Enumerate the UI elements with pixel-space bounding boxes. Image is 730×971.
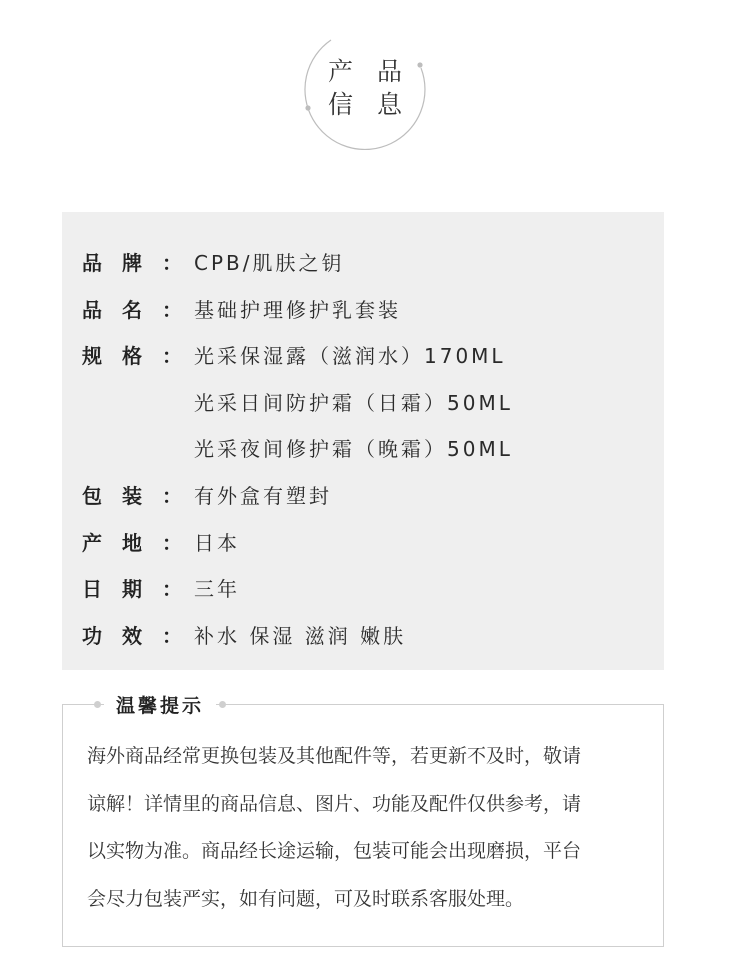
tips-left-dot — [94, 701, 101, 708]
info-value: CPB/肌肤之钥 — [194, 250, 345, 275]
info-value: 基础护理修护乳套装 — [194, 297, 401, 322]
info-label: 包 装 ： — [82, 483, 182, 508]
info-label: 规 格 ： — [82, 343, 182, 368]
info-value: 日本 — [194, 530, 240, 555]
info-label: 品 牌 ： — [82, 250, 182, 275]
info-row-brand — [82, 246, 344, 276]
info-row-origin — [82, 526, 240, 556]
info-value: 有外盒有塑封 — [194, 483, 332, 508]
header-title-line1: 产 品 — [328, 57, 410, 86]
tips-text — [87, 733, 657, 923]
tips-line: 谅解！详情里的商品信息、图片、功能及配件仅供参考，请 — [87, 792, 582, 815]
tips-line: 海外商品经常更换包装及其他配件等，若更新不及时，敬请 — [87, 745, 582, 767]
header-title — [303, 26, 427, 150]
info-row-effect — [82, 619, 406, 649]
info-value: 三年 — [194, 576, 240, 601]
tips-right-dot — [219, 701, 226, 708]
info-label: 功 效 ： — [82, 623, 182, 648]
info-value-spec-cont: 光采夜间修护霜（晚霜）50ML — [194, 436, 513, 461]
info-row-date — [82, 572, 240, 602]
tips-header — [104, 690, 216, 718]
info-value: 光采保湿露（滋润水）170ML — [194, 343, 506, 368]
info-label: 品 名 ： — [82, 297, 182, 322]
tips-line: 会尽力包装严实，如有问题，可及时联系客服处理。 — [87, 887, 525, 910]
info-value-spec-cont: 光采日间防护霜（日霜）50ML — [194, 390, 513, 415]
info-row-spec — [82, 339, 506, 369]
info-value: 补水 保湿 滋润 嫩肤 — [194, 623, 407, 648]
info-label: 日 期 ： — [82, 576, 182, 601]
info-row-package — [82, 479, 332, 509]
tips-line: 以实物为准。商品经长途运输，包装可能会出现磨损，平台 — [87, 840, 582, 862]
tips-title: 温馨提示 — [116, 694, 205, 717]
info-label: 产 地 ： — [82, 530, 182, 555]
info-row-name — [82, 293, 401, 323]
header-title-line2: 信 息 — [328, 90, 410, 119]
